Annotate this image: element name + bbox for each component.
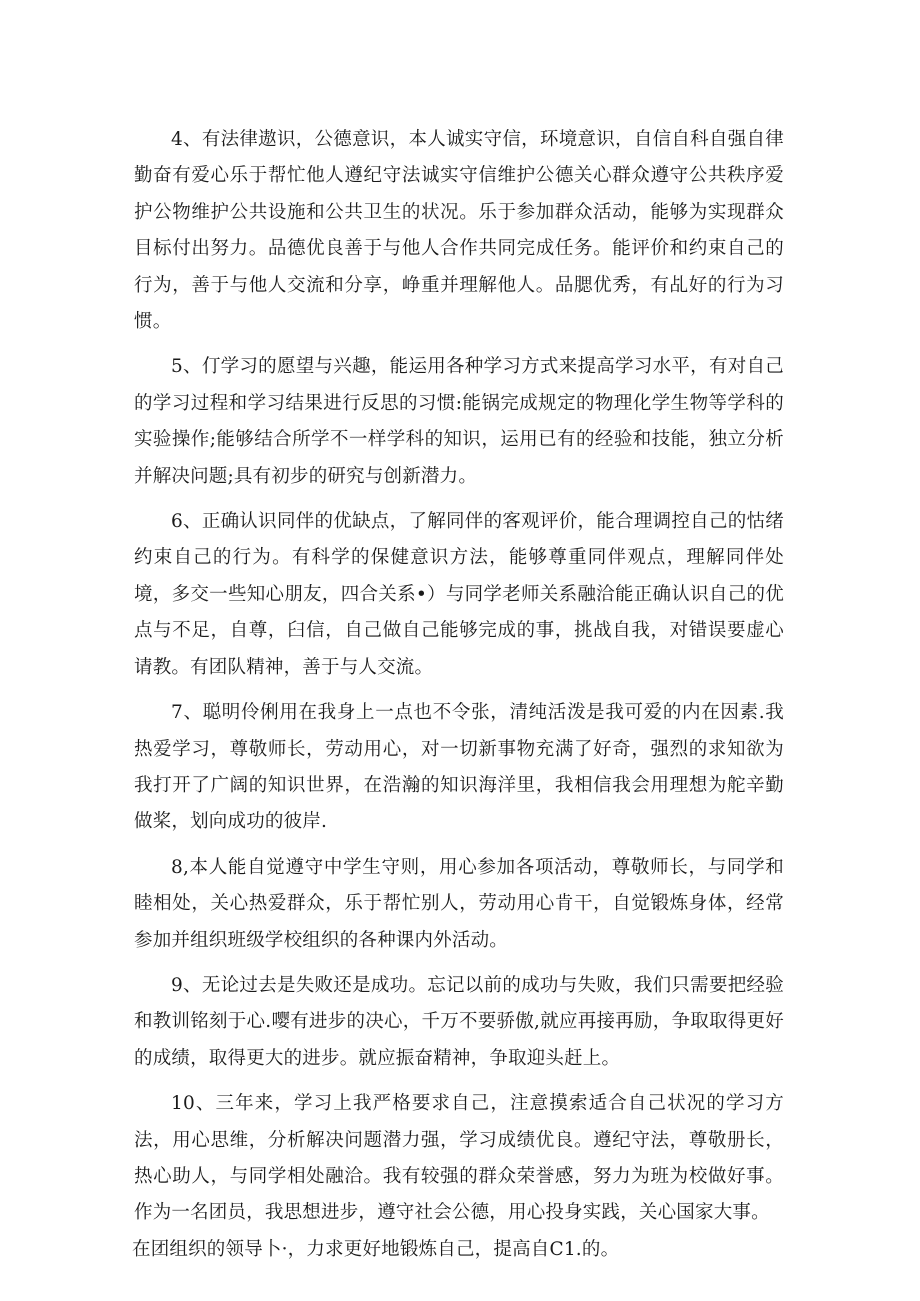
paragraph-10: 10、三年来，学习上我严格要求自己，注意摸索适合自己状况的学习方法，用心思维，分析解决问题潜力强，学习成绩优良。遵纪守法，尊敬册长，热心助人，与同学相处融洽。我有较强的群众荣誉感，努力为班为校做好事。作为一名团员，我思想进步，遵守社会公德，用心投身实践，关心国家大事。 <box>134 1093 784 1224</box>
paragraph-5: 5、仃学习的愿望与兴趣，能运用各种学习方式来提高学习水平，有对自己的学习过程和学习结果进行反思的习惯:能锅完成规定的物理化学生物等学科的实验操作;能够结合所学不一样学科的知识，运用已有的经验和技能，独立分析并解决问题;具有初步的研究与创新潜力。 <box>134 356 784 487</box>
paragraph-6: 6、正确认识同伴的优缺点，了解同伴的客观评价，能合理调控自己的怙绪约束自己的行为。有科学的保健意识方法，能够尊重同伴观点，理解同伴处境，多交一些知心朋友，四合关系•）与同学老师关系融洽能正确认识自己的优点与不足，自尊，臼信，自己做自己能够完成的事，挑战自我，对错误要虚心请教。有团队精神，善于与人交流。 <box>134 511 784 678</box>
paragraph-8: 8,本人能自觉遵守中学生守则，用心参加各项活动，尊敬师长，与同学和睦相处，关心热爱群众，乐于帮忙别人，劳动用心肯干，自觉锻炼身体，经常参加并组织班级学校组织的各种课内外活动。 <box>134 856 784 951</box>
paragraph-4: 4、有法律遨识，公德意识，本人诚实守信，环境意识，自信自科自强自律勤奋有爱心乐于帮忙他人遵纪守法诚实守信维护公德关心群众遵守公共秩序爱护公物维护公共设施和公共卫生的状况。乐于参加群众活动，能够为实现群众目标付出努力。品德优良善于与他人合作共同完成任务。能评价和约束自己的行为，善于与他人交流和分享，峥重并理解他人。品腮优秀，有乩好的行为习惯。 <box>134 129 784 333</box>
paragraph-9: 9、无论过去是失败还是成功。忘记以前的成功与失败，我们只需要把经验和教训铭刻于心.嘤有进步的决心，千万不要骄傲,就应再接再励，争取取得更好的成绩，取得更大的进步。就应振奋精神，争取迎头赶上。 <box>134 974 784 1069</box>
document-body <box>134 122 784 1268</box>
paragraph-7: 7、聪明伶俐用在我身上一点也不令张，清纯活泼是我可爱的内在因素.我热爱学习，尊敬师长，劳动用心，对一切新事物充满了好奇，强烈的求知欲为我打开了广阔的知识世界，在浩瀚的知识海洋里，我相信我会用理想为舵辛勤做桨，划向成功的彼岸. <box>134 702 784 833</box>
closing-line: 在团组织的领导卜·，力求更好地锻炼自己，提高自C1.的。 <box>132 1238 620 1260</box>
